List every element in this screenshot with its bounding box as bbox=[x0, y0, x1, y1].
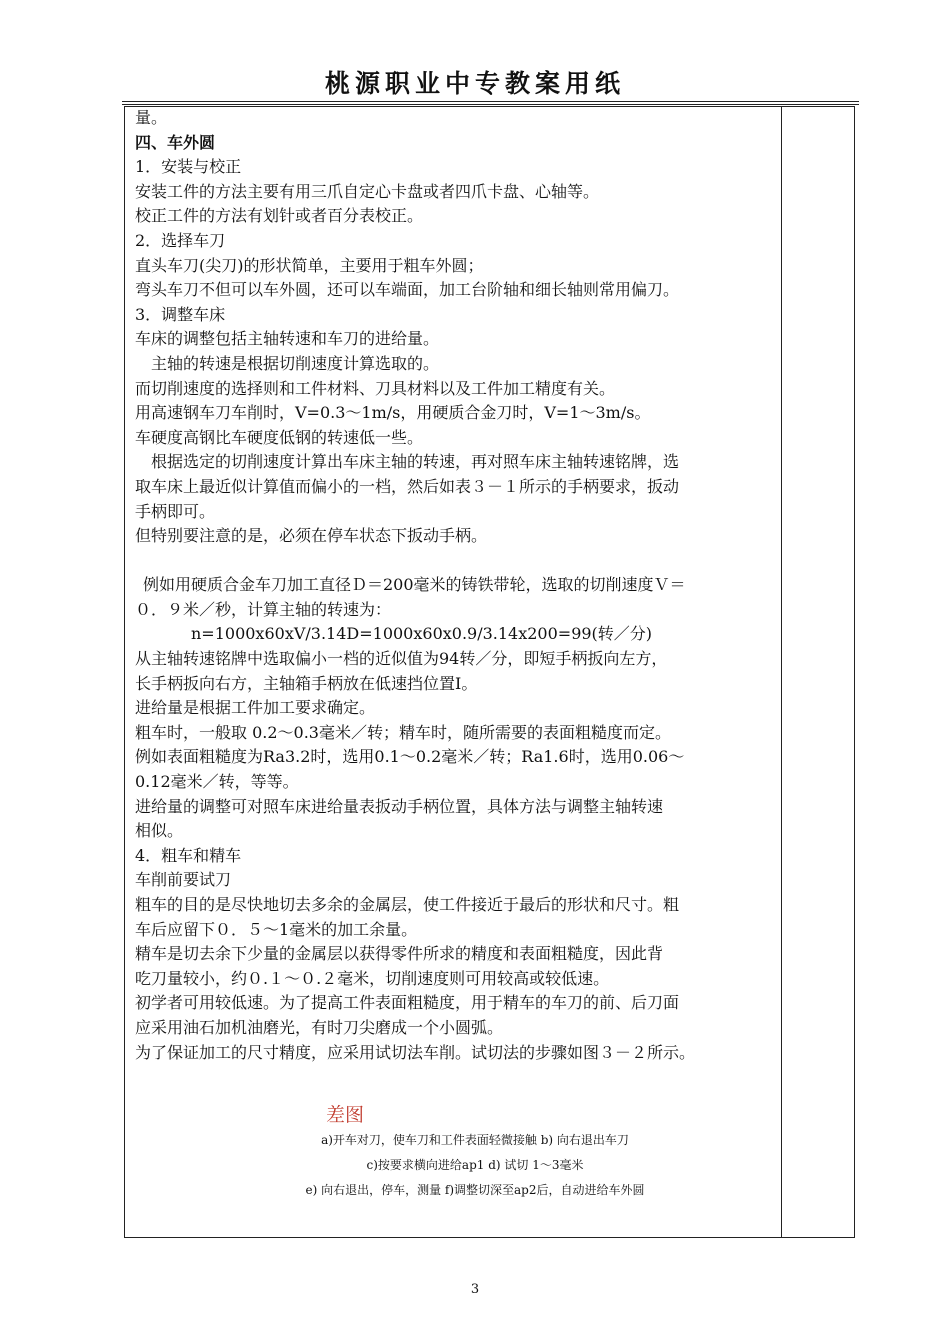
text-line: 进给量的调整可对照车床进给量表扳动手柄位置，具体方法与调整主轴转速 bbox=[135, 796, 664, 816]
figure-caption: a)开车对刀，使车刀和工件表面轻微接触 b) 向右退出车刀 bbox=[321, 1133, 629, 1147]
text-line: 为了保证加工的尺寸精度，应采用试切法车削。试切法的步骤如图３－２所示。 bbox=[135, 1042, 696, 1062]
text-line: 但特别要注意的是，必须在停车状态下扳动手柄。 bbox=[135, 526, 488, 546]
text-line: 量。 bbox=[135, 108, 168, 127]
text-line: 从主轴转速铭牌中选取偏小一档的近似值为94转／分，即短手柄扳向左方， bbox=[135, 649, 668, 669]
blank-line bbox=[135, 549, 777, 574]
header-rule bbox=[122, 101, 859, 102]
header-title: 桃源职业中专教案用纸 bbox=[324, 69, 625, 98]
text-line: 例如表面粗糙度为Ra3.2时，选用0.1～0.2毫米／转；Ra1.6时，选用0.06～ bbox=[135, 747, 685, 767]
text-line: 用高速钢车刀车削时，V=0.3～1m/s，用硬质合金刀时，V=1～3m/s。 bbox=[135, 403, 651, 423]
subsection-heading: 4．粗车和精车 bbox=[135, 845, 242, 865]
figure-title: 差图 bbox=[326, 1104, 365, 1126]
formula-line: n=1000x60xV/3.14D=1000x60x0.9/3.14x200=99(转／分) bbox=[191, 624, 653, 644]
text-line: 吃刀量较小，约０.１～０.２毫米，切削速度则可用较高或较低速。 bbox=[135, 968, 610, 988]
main-content-cell bbox=[135, 106, 777, 1065]
text-line: 安装工件的方法主要有用三爪自定心卡盘或者四爪卡盘、心轴等。 bbox=[135, 181, 600, 201]
text-line: 长手柄扳向右方，主轴箱手柄放在低速挡位置Ⅰ。 bbox=[135, 673, 478, 693]
text-line: 车硬度高钢比车硬度低钢的转速低一些。 bbox=[135, 427, 424, 447]
text-line: 车床的调整包括主轴转速和车刀的进给量。 bbox=[135, 329, 440, 349]
text-line: 精车是切去余下少量的金属层以获得零件所求的精度和表面粗糙度，因此背 bbox=[135, 944, 664, 964]
text-line: 初学者可用较低速。为了提高工件表面粗糙度，用于精车的车刀的前、后刀面 bbox=[135, 993, 680, 1013]
text-line: 手柄即可。 bbox=[135, 501, 216, 521]
figure-caption: c)按要求横向进给ap1 d) 试切 1～3毫米 bbox=[366, 1158, 584, 1172]
subsection-heading: 3．调整车床 bbox=[135, 304, 226, 324]
text-line: 直头车刀(尖刀)的形状简单，主要用于粗车外圆； bbox=[135, 255, 484, 275]
text-line: 弯头车刀不但可以车外圆，还可以车端面，加工台阶轴和细长轴则常用偏刀。 bbox=[135, 280, 680, 300]
text-line: 相似。 bbox=[135, 821, 184, 841]
text-line: 应采用油石加机油磨光，有时刀尖磨成一个小圆弧。 bbox=[135, 1017, 504, 1037]
text-line: 车削前要试刀 bbox=[135, 870, 232, 890]
text-line: 车后应留下０．５～1毫米的加工余量。 bbox=[135, 919, 418, 939]
subsection-heading: 1．安装与校正 bbox=[135, 157, 242, 177]
text-line: 取车床上最近似计算值而偏小的一档，然后如表３－１所示的手柄要求，扳动 bbox=[135, 476, 680, 496]
text-line: 粗车时，一般取 0.2～0.3毫米／转；精车时，随所需要的表面粗糙度而定。 bbox=[135, 722, 671, 742]
text-line: 粗车的目的是尽快地切去多余的金属层，使工件接近于最后的形状和尺寸。粗 bbox=[135, 895, 680, 914]
text-line: 进给量是根据工件加工要求确定。 bbox=[135, 698, 376, 718]
text-line: ０．９米／秒，计算主轴的转速为： bbox=[135, 599, 392, 619]
text-line: 校正工件的方法有划针或者百分表校正。 bbox=[135, 206, 424, 226]
page-number: 3 bbox=[470, 1282, 480, 1297]
text-line: 根据选定的切削速度计算出车床主轴的转速，再对照车床主轴转速铭牌，选 bbox=[151, 452, 680, 472]
figure-caption: e) 向右退出，停车，测量 f)调整切深至ap2后，自动进给车外圆 bbox=[305, 1183, 645, 1197]
subsection-heading: 2．选择车刀 bbox=[135, 230, 226, 250]
text-line: 而切削速度的选择则和工件材料、刀具材料以及工件加工精度有关。 bbox=[135, 378, 616, 398]
text-line: 例如用硬质合金车刀加工直径Ｄ＝200毫米的铸铁带轮，选取的切削速度Ｖ＝ bbox=[143, 575, 686, 595]
table-column-divider bbox=[781, 106, 782, 1238]
text-line: 主轴的转速是根据切削速度计算选取的。 bbox=[151, 353, 440, 373]
section-heading: 四、车外圆 bbox=[135, 132, 216, 152]
text-line: 0.12毫米／转，等等。 bbox=[135, 772, 299, 792]
header-rule bbox=[122, 104, 859, 105]
